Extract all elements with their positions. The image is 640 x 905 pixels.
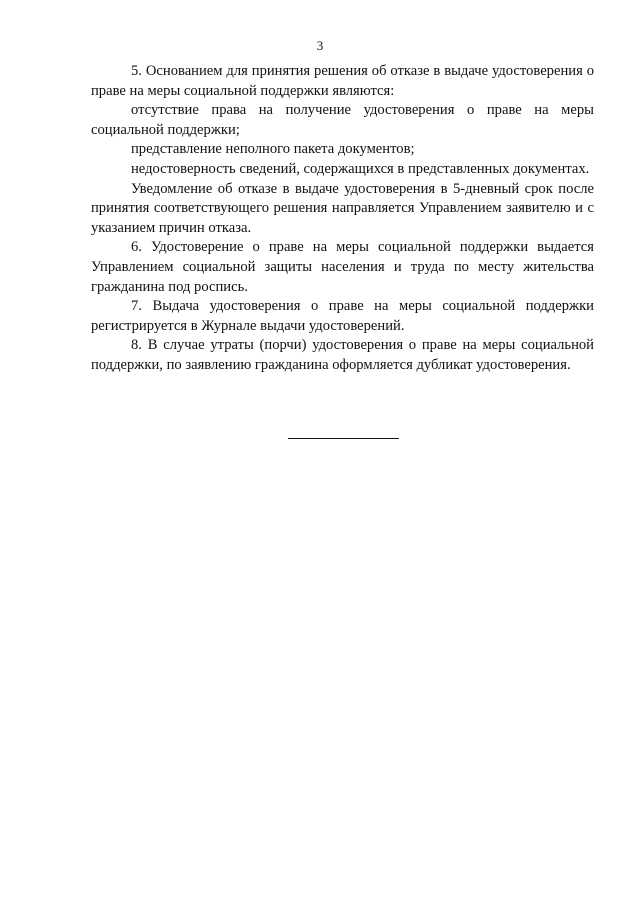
page-number: 3 [316,38,324,53]
paragraph-refusal-notice: Уведомление об отказе в выдаче удостоверения в 5-дневный срок после принятия соответствующего решения направляется Управлением заявителю и с указанием причин отказа. [91,180,594,236]
paragraph-7: 7. Выдача удостоверения о праве на меры социальной поддержки регистрируется в Журнале выдачи удостоверений. [91,298,594,334]
document-body [91,62,594,376]
paragraph-5: 5. Основанием для принятия решения об отказе в выдаче удостоверения о праве на меры социальной поддержки являются: [91,63,594,99]
paragraph-reason-incomplete-package: представление неполного пакета документов; [131,141,415,158]
paragraph-8: 8. В случае утраты (порчи) удостоверения о праве на меры социальной поддержки, по заявлению гражданина оформляется дубликат удостоверения. [91,337,594,373]
end-separator-line [288,438,399,439]
paragraph-6: 6. Удостоверение о праве на меры социальной поддержки выдается Управлением социальной защиты населения и труда по месту жительства гражданина под роспись. [91,239,594,295]
paragraph-reason-no-right: отсутствие права на получение удостоверения о праве на меры социальной поддержки; [91,102,594,138]
paragraph-reason-unreliable-info: недостоверность сведений, содержащихся в представленных документах. [131,160,590,177]
